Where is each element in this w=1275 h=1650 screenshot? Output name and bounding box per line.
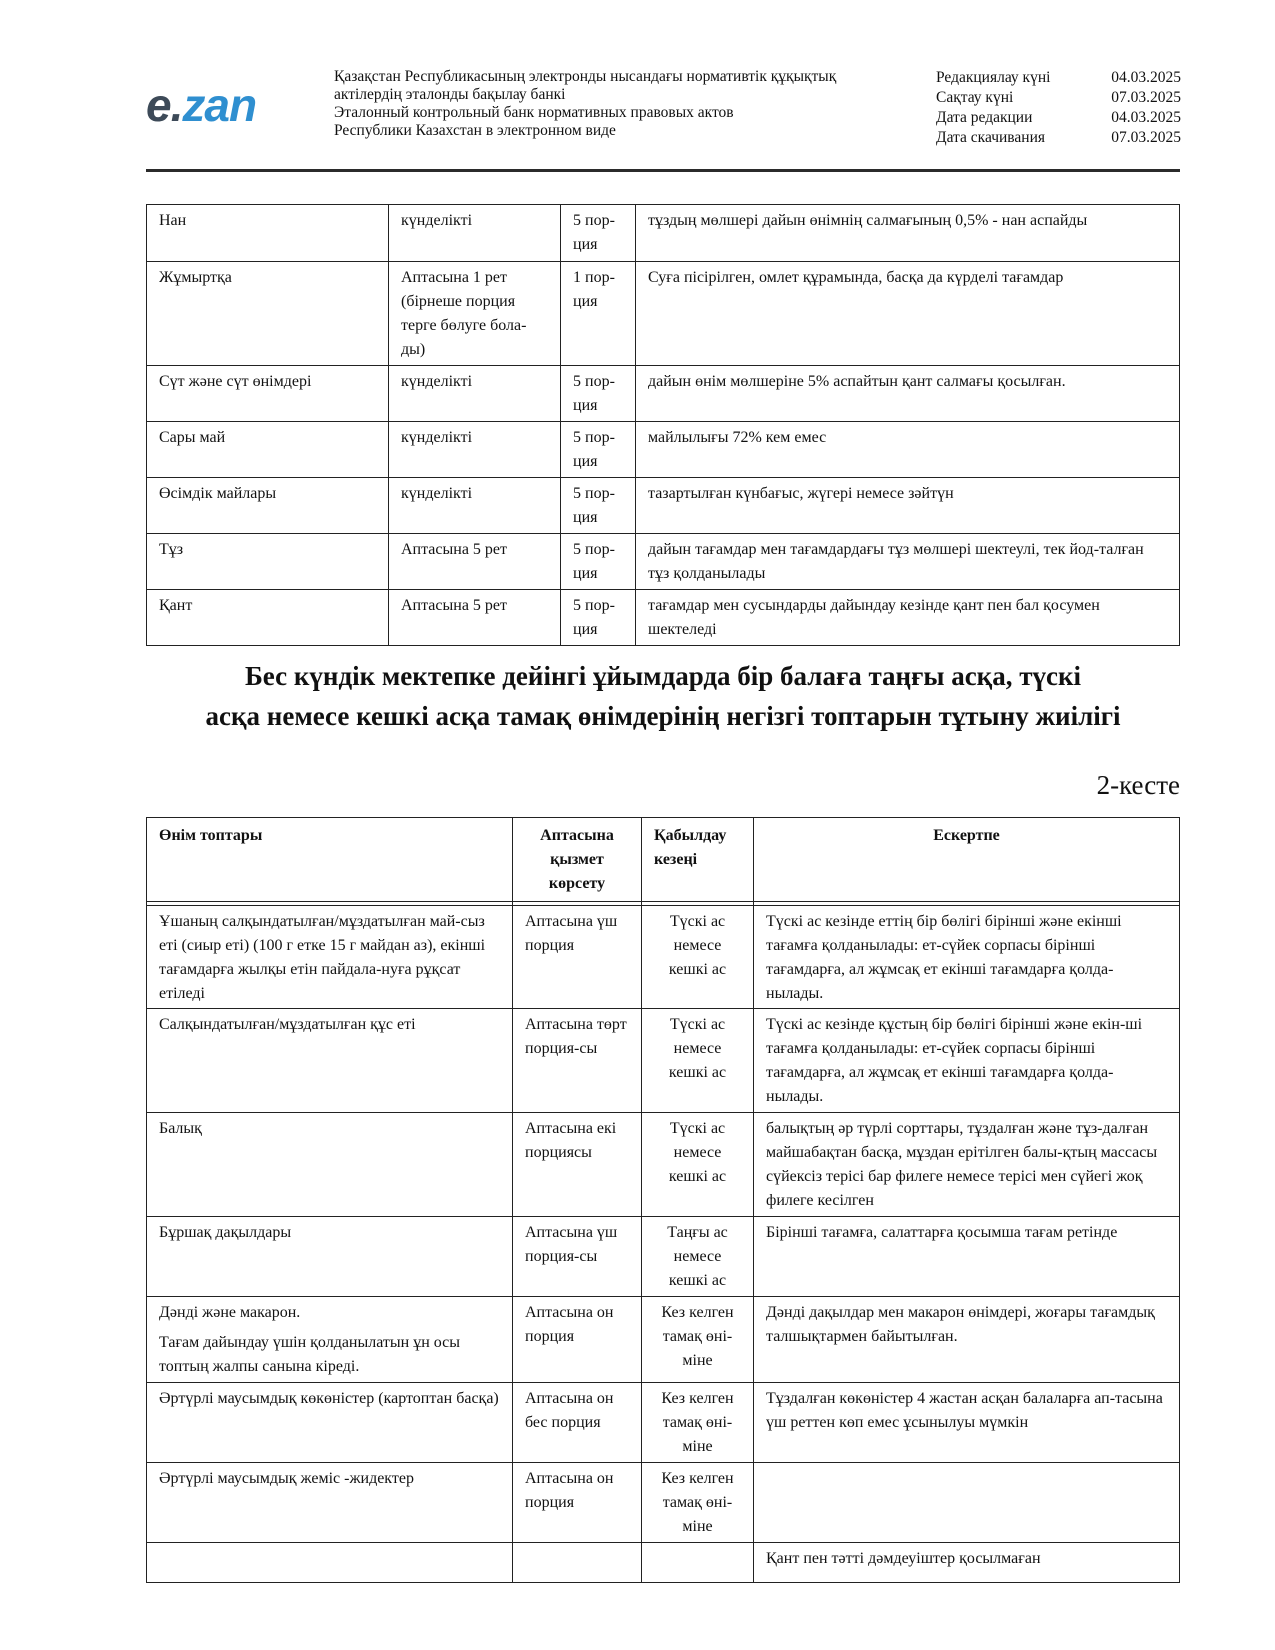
header-divider — [146, 169, 1180, 172]
table-row: Өсімдік майлары күнделікті 5 пор-ция тазартылған күнбағыс, жүгері немесе зәйтүн — [147, 478, 1180, 534]
page-header — [146, 62, 1181, 170]
table-row: Салқындатылған/мұздатылған құс еті Аптасына төрт порция-сы Түскі ас немесе кешкі ас Түскі ас кезінде құстың бір бөлігі бірінші және екін-ші тағамға қолданылады: ет-сүйек сорпасы бірінші тағамдарға, ал жұмсақ ет екінші тағамдарға қолда-нылады. — [147, 1009, 1180, 1113]
table-1 — [146, 204, 1180, 646]
header-description: Қазақстан Республикасының электронды нысандағы нормативтік құқықтық актілердің эталонды бақылау банкі Эталонный контрольный банк нормативных правовых актов Республики Казахстан в электронном виде — [334, 68, 837, 139]
table-row: Дәнді және макарон. Тағам дайындау үшін қолданылатын ұн осы топтың жалпы санына кіреді. Аптасына он порция Кез келген тамақ өні-міне Дәнді дақылдар мен макарон өнімдері, жоғары тағамдық талшықтармен байытылған. — [147, 1297, 1180, 1383]
date-row: Редакциялау күні 04.03.2025 — [936, 69, 1181, 86]
header-dates — [936, 68, 1181, 148]
header-weekly: Аптасына қызмет көрсету — [513, 818, 642, 902]
header-note: Ескертпе — [754, 818, 1180, 902]
table-row: Нан күнделікті 5 пор-ция тұздың мөлшері дайын өнімнің салмағының 0,5% - нан аспайды — [147, 205, 1180, 262]
date-row: Дата редакции 04.03.2025 — [936, 109, 1181, 126]
table-row: Ұшаның салқындатылған/мұздатылған май-сыз еті (сиыр еті) (100 г етке 15 г майдан аз), екінші тағамдарға жылқы етін пайдала-нуға рұқсат етіледі Аптасына үш порция Түскі ас немесе кешкі ас Түскі ас кезінде еттің бір бөлігі бірінші және екінші тағамға қолданылады: ет-сүйек сорпасы бірінші тағамдарға, ал жұмсақ ет екінші тағамдарға қолда-нылады. — [147, 906, 1180, 1009]
table-row: Сүт және сүт өнімдері күнделікті 5 пор-ция дайын өнім мөлшеріне 5% аспайтын қант салмағы қосылған. — [147, 366, 1180, 422]
table-row: Қант Аптасына 5 рет 5 пор-ция тағамдар мен сусындарды дайындау кезінде қант пен бал қосумен шектеледі — [147, 590, 1180, 646]
table-row: Сары май күнделікті 5 пор-ция майлылығы 72% кем емес — [147, 422, 1180, 478]
header-period: Қабылдау кезеңі — [642, 818, 754, 902]
table-row: Балық Аптасына екі порциясы Түскі ас немесе кешкі ас балықтың әр түрлі сорттары, тұздалған және тұз-далған майшабақтан басқа, мұздан ерітілген балы-қтың массасы сүйексіз терісі бар филеге немесе терісі мен сүйегі жоқ филеге кесілген — [147, 1113, 1180, 1217]
date-row: Сақтау күні 07.03.2025 — [936, 89, 1181, 106]
table-header-row — [147, 818, 1180, 902]
ezan-logo: e.zan — [146, 79, 257, 131]
header-group: Өнім топтары — [147, 818, 513, 902]
table-row: Жұмыртқа Аптасына 1 рет (бірнеше порция терге бөлуге бола-ды) 1 пор-ция Суға пісірілген, омлет құрамында, басқа да күрделі тағамдар — [147, 262, 1180, 366]
table-row: Әртүрлі маусымдық көкөністер (картоптан басқа) Аптасына он бес порция Кез келген тамақ өні-міне Тұздалған көкөністер 4 жастан асқан балаларға ап-тасына үш реттен көп емес ұсынылуы мүмкін — [147, 1383, 1180, 1463]
table-row: Тұз Аптасына 5 рет 5 пор-ция дайын тағамдар мен тағамдардағы тұз мөлшері шектеулі, тек йод-талған тұз қолданылады — [147, 534, 1180, 590]
table-row: Әртүрлі маусымдық жеміс -жидектер Аптасына он порция Кез келген тамақ өні-міне — [147, 1463, 1180, 1543]
table-row: Бұршақ дақылдары Аптасына үш порция-сы Таңғы ас немесе кешкі ас Бірінші тағамға, салаттарға қосымша тағам ретінде — [147, 1217, 1180, 1297]
section-title: Бес күндік мектепке дейінгі ұйымдарда бір балаға таңғы асқа, түскі асқа немесе кешкі асқа тамақ өнімдерінің негізгі топтарын тұтыну жиілігі — [205, 661, 1121, 731]
table-2 — [146, 817, 1180, 1583]
table-number: 2-кесте — [1096, 770, 1180, 800]
table-row: Қант пен тәтті дәмдеуіштер қосылмаған — [147, 1543, 1180, 1583]
date-row: Дата скачивания 07.03.2025 — [936, 129, 1181, 146]
